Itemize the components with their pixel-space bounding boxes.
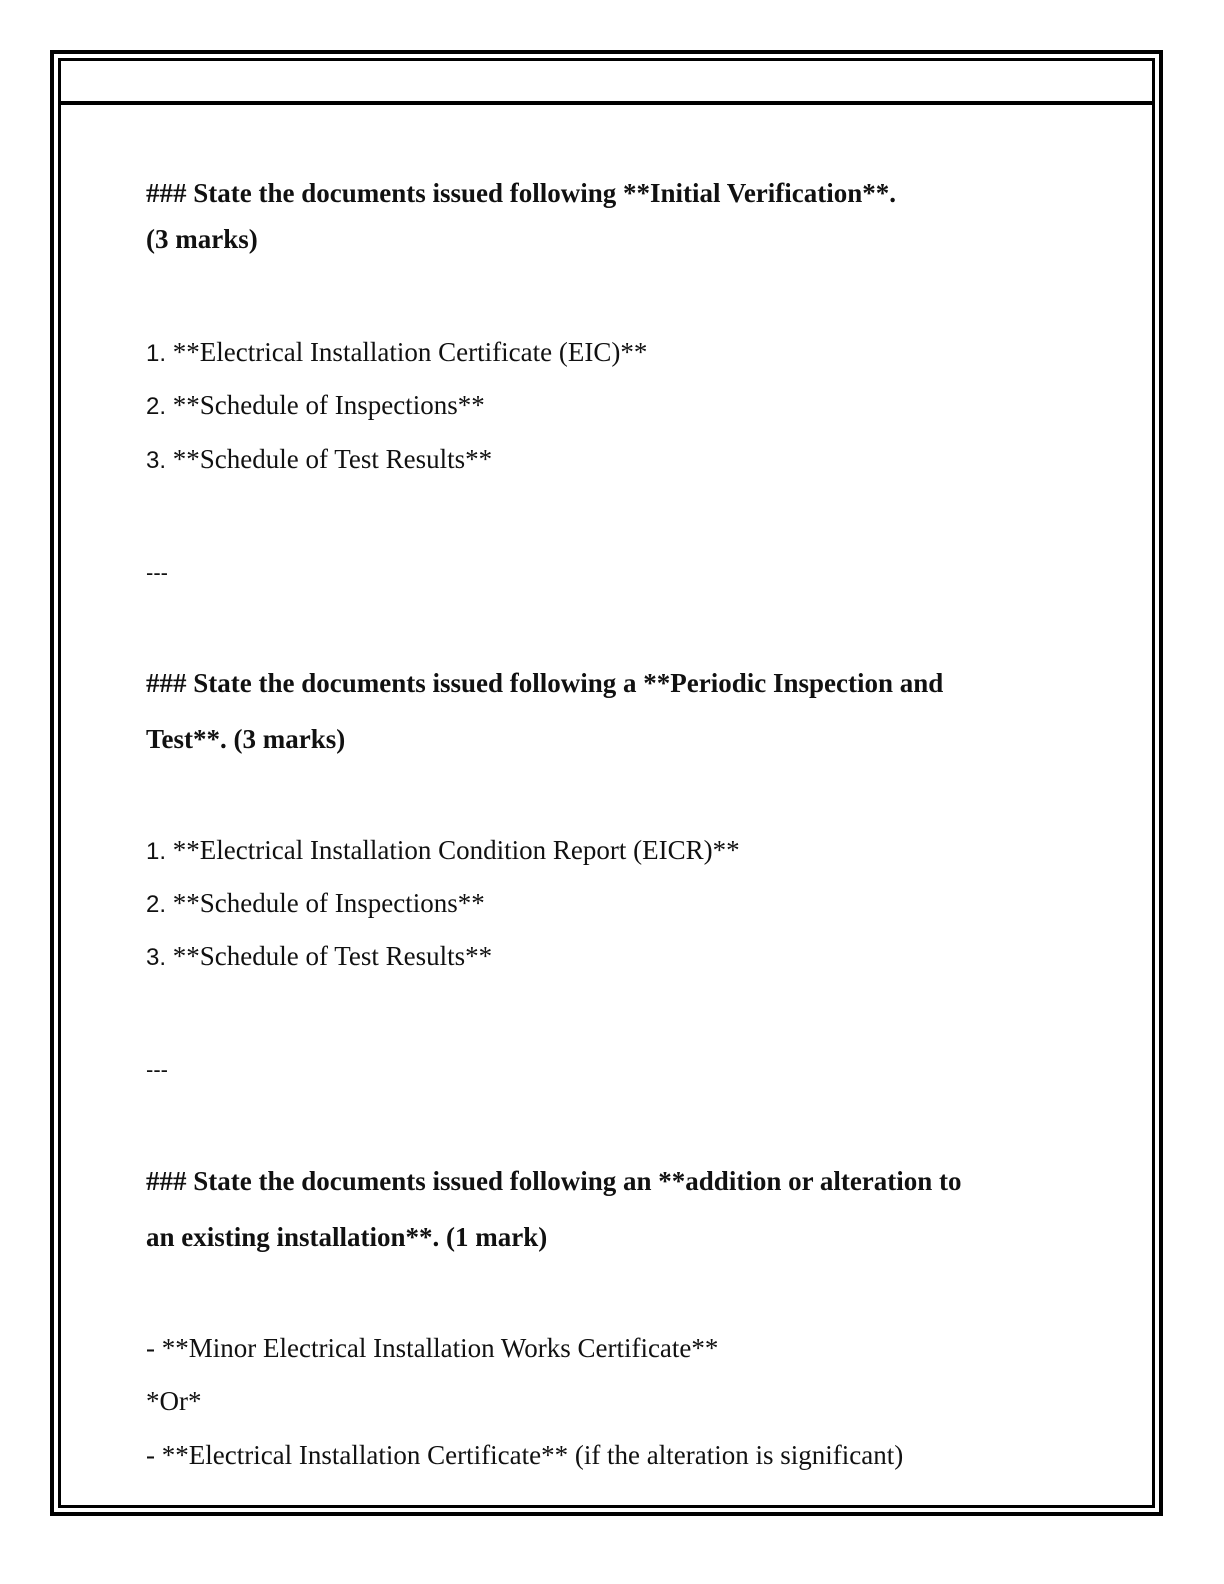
- list-item-text: - **Electrical Installation Certificate** (if the alteration is significant): [146, 1440, 904, 1470]
- list-item: [146, 888, 485, 920]
- question-line: Test**. (3 marks): [146, 724, 346, 754]
- list-item: [146, 444, 492, 476]
- list-item: [146, 1440, 903, 1470]
- question-line: ### State the documents issued following **Initial Verification**.: [146, 178, 897, 208]
- list-marker: 2.: [146, 393, 167, 420]
- header-rule: [58, 101, 1155, 105]
- list-item: [146, 941, 492, 973]
- list-item-text: **Electrical Installation Certificate (EIC)**: [172, 337, 648, 367]
- list-item: [146, 1333, 718, 1363]
- separator: ---: [146, 1057, 168, 1082]
- list-item-text: *Or*: [146, 1386, 202, 1416]
- list-item-text: **Electrical Installation Condition Report (EICR)**: [172, 835, 740, 865]
- list-item-text: **Schedule of Test Results**: [172, 444, 493, 474]
- list-item: [146, 1386, 202, 1416]
- list-marker: 2.: [146, 891, 167, 918]
- question-line: ### State the documents issued following a **Periodic Inspection and: [146, 668, 944, 698]
- list-item-text: **Schedule of Inspections**: [172, 888, 485, 918]
- list-marker: 1.: [146, 838, 167, 865]
- list-item-text: **Schedule of Inspections**: [172, 390, 485, 420]
- list-marker: 1.: [146, 340, 167, 367]
- question-line: (3 marks): [146, 224, 258, 254]
- question-line: ### State the documents issued following an **addition or alteration to: [146, 1166, 962, 1196]
- separator: ---: [146, 560, 168, 585]
- page-border-inner: [58, 58, 1155, 1508]
- question-line: an existing installation**. (1 mark): [146, 1222, 548, 1252]
- list-marker: 3.: [146, 944, 167, 971]
- list-item-text: **Schedule of Test Results**: [172, 941, 493, 971]
- list-marker: 3.: [146, 447, 167, 474]
- list-item-text: - **Minor Electrical Installation Works Certificate**: [146, 1333, 719, 1363]
- list-item: [146, 337, 647, 369]
- list-item: [146, 835, 740, 867]
- list-item: [146, 390, 485, 422]
